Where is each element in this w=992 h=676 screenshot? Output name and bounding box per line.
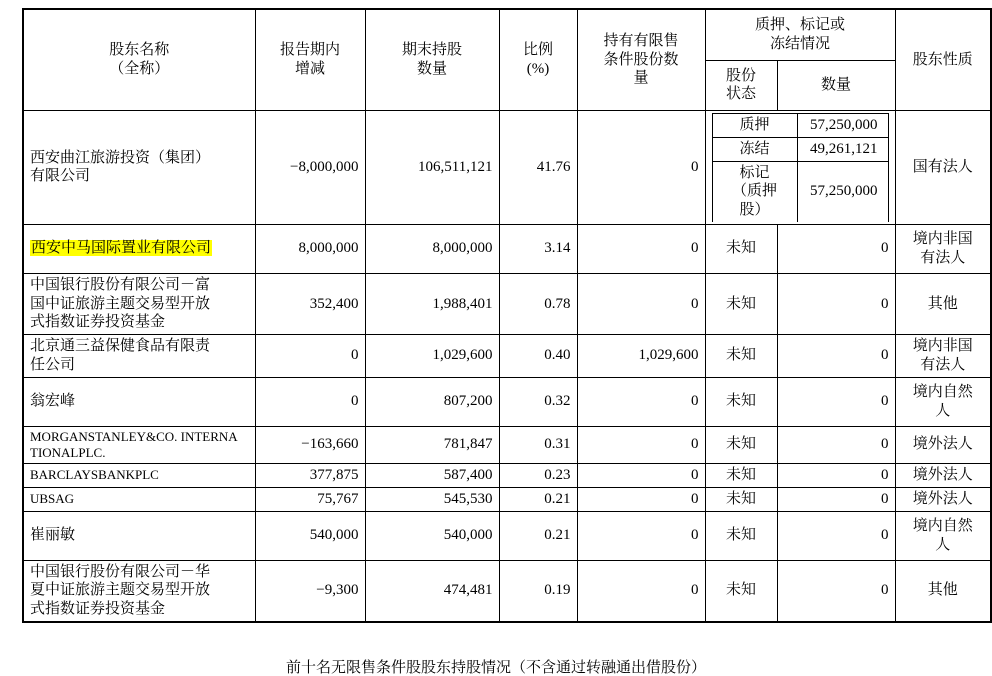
pledge-row	[712, 161, 888, 222]
shareholders-table	[22, 8, 992, 623]
table-row	[23, 426, 991, 464]
cell-ratio: 0.21	[499, 511, 577, 560]
cell-limited-shares: 0	[577, 111, 705, 225]
table-row	[23, 377, 991, 426]
cell-shareholder-type: 境内非国 有法人	[895, 224, 991, 273]
cell-shareholder-name: UBSAG	[23, 487, 255, 511]
pledge-status: 未知	[705, 426, 777, 464]
table-row	[23, 560, 991, 622]
cell-shareholder-type: 国有法人	[895, 111, 991, 225]
cell-limited-shares: 0	[577, 426, 705, 464]
highlighted-shareholder-name: 西安中马国际置业有限公司	[31, 240, 212, 257]
pledge-status: 未知	[705, 224, 777, 273]
pledge-amount: 0	[777, 335, 895, 378]
pledge-amount: 57,250,000	[797, 161, 888, 222]
cell-shareholder-type: 境外法人	[895, 464, 991, 488]
pledge-amount: 0	[777, 511, 895, 560]
header-pledge-group: 质押、标记或 冻结情况	[705, 9, 895, 60]
cell-limited-shares: 0	[577, 464, 705, 488]
cell-shareholder-name: 北京通三益保健食品有限责 任公司	[23, 335, 255, 378]
cell-end-holding: 8,000,000	[365, 224, 499, 273]
pledge-amount: 0	[777, 487, 895, 511]
table-body	[23, 111, 991, 622]
pledge-status: 未知	[705, 487, 777, 511]
cell-shareholder-type: 其他	[895, 273, 991, 334]
cell-ratio: 3.14	[499, 224, 577, 273]
cell-period-change: 352,400	[255, 273, 365, 334]
header-shareholder-name: 股东名称 （全称）	[23, 9, 255, 111]
cell-shareholder-type: 境内自然 人	[895, 511, 991, 560]
cell-ratio: 0.21	[499, 487, 577, 511]
pledge-amount: 0	[777, 426, 895, 464]
cell-shareholder-type: 境外法人	[895, 487, 991, 511]
cell-period-change: 0	[255, 377, 365, 426]
pledge-status: 未知	[705, 335, 777, 378]
pledge-status: 冻结	[712, 137, 797, 161]
cell-shareholder-type: 境内自然 人	[895, 377, 991, 426]
pledge-status: 未知	[705, 464, 777, 488]
cell-shareholder-name: 中国银行股份有限公司－华 夏中证旅游主题交易型开放 式指数证券投资基金	[23, 560, 255, 622]
table-header-row-1	[23, 9, 991, 60]
cell-period-change: 8,000,000	[255, 224, 365, 273]
table-row	[23, 487, 991, 511]
cell-shareholder-name: MORGANSTANLEY&CO. INTERNA TIONALPLC.	[23, 426, 255, 464]
cell-limited-shares: 0	[577, 487, 705, 511]
table-row	[23, 273, 991, 334]
table-row	[23, 224, 991, 273]
cell-end-holding: 1,029,600	[365, 335, 499, 378]
cell-shareholder-name: 中国银行股份有限公司－富 国中证旅游主题交易型开放 式指数证券投资基金	[23, 273, 255, 334]
cell-period-change: 377,875	[255, 464, 365, 488]
pledge-amount: 0	[777, 560, 895, 622]
cell-ratio: 0.31	[499, 426, 577, 464]
cell-shareholder-type: 境内非国 有法人	[895, 335, 991, 378]
cell-shareholder-name	[23, 224, 255, 273]
pledge-subtable	[712, 113, 889, 222]
cell-end-holding: 587,400	[365, 464, 499, 488]
pledge-status: 未知	[705, 273, 777, 334]
cell-end-holding: 545,530	[365, 487, 499, 511]
cell-end-holding: 474,481	[365, 560, 499, 622]
cell-limited-shares: 0	[577, 224, 705, 273]
cell-period-change: −163,660	[255, 426, 365, 464]
header-share-status: 股份 状态	[705, 60, 777, 110]
cell-period-change: 0	[255, 335, 365, 378]
table-row	[23, 111, 991, 225]
cell-end-holding: 106,511,121	[365, 111, 499, 225]
table-caption-note: 前十名无限售条件股股东持股情况（不含通过转融通出借股份）	[285, 660, 706, 674]
pledge-status: 未知	[705, 377, 777, 426]
pledge-amount: 0	[777, 273, 895, 334]
cell-shareholder-name: BARCLAYSBANKPLC	[23, 464, 255, 488]
cell-shareholder-name: 翁宏峰	[23, 377, 255, 426]
cell-end-holding: 807,200	[365, 377, 499, 426]
cell-period-change: −9,300	[255, 560, 365, 622]
cell-end-holding: 540,000	[365, 511, 499, 560]
cell-ratio: 0.19	[499, 560, 577, 622]
header-end-holding: 期末持股 数量	[365, 9, 499, 111]
cell-limited-shares: 0	[577, 560, 705, 622]
pledge-amount: 0	[777, 464, 895, 488]
cell-pledge-detail	[705, 111, 895, 225]
cell-ratio: 41.76	[499, 111, 577, 225]
cell-limited-shares: 0	[577, 273, 705, 334]
header-period-change: 报告期内 增减	[255, 9, 365, 111]
pledge-status: 标记 （质押 股）	[712, 161, 797, 222]
cell-shareholder-name: 崔丽敏	[23, 511, 255, 560]
pledge-amount: 0	[777, 377, 895, 426]
cell-period-change: 540,000	[255, 511, 365, 560]
header-ratio: 比例 (%)	[499, 9, 577, 111]
cell-period-change: −8,000,000	[255, 111, 365, 225]
cell-shareholder-type: 其他	[895, 560, 991, 622]
pledge-status: 未知	[705, 560, 777, 622]
pledge-amount: 57,250,000	[797, 114, 888, 138]
pledge-status: 未知	[705, 511, 777, 560]
cell-limited-shares: 0	[577, 377, 705, 426]
table-row	[23, 335, 991, 378]
cell-ratio: 0.40	[499, 335, 577, 378]
table-row	[23, 464, 991, 488]
cell-period-change: 75,767	[255, 487, 365, 511]
cell-end-holding: 1,988,401	[365, 273, 499, 334]
pledge-row	[712, 137, 888, 161]
cell-shareholder-name: 西安曲江旅游投资（集团） 有限公司	[23, 111, 255, 225]
cell-shareholder-type: 境外法人	[895, 426, 991, 464]
table-row	[23, 511, 991, 560]
cell-ratio: 0.78	[499, 273, 577, 334]
document-page	[0, 8, 992, 676]
header-shareholder-type: 股东性质	[895, 9, 991, 111]
pledge-amount: 0	[777, 224, 895, 273]
pledge-status: 质押	[712, 114, 797, 138]
cell-limited-shares: 0	[577, 511, 705, 560]
header-pledge-amount: 数量	[777, 60, 895, 110]
cell-ratio: 0.23	[499, 464, 577, 488]
pledge-amount: 49,261,121	[797, 137, 888, 161]
cell-ratio: 0.32	[499, 377, 577, 426]
cell-limited-shares: 1,029,600	[577, 335, 705, 378]
header-limited-shares: 持有有限售 条件股份数 量	[577, 9, 705, 111]
cell-end-holding: 781,847	[365, 426, 499, 464]
pledge-row	[712, 114, 888, 138]
